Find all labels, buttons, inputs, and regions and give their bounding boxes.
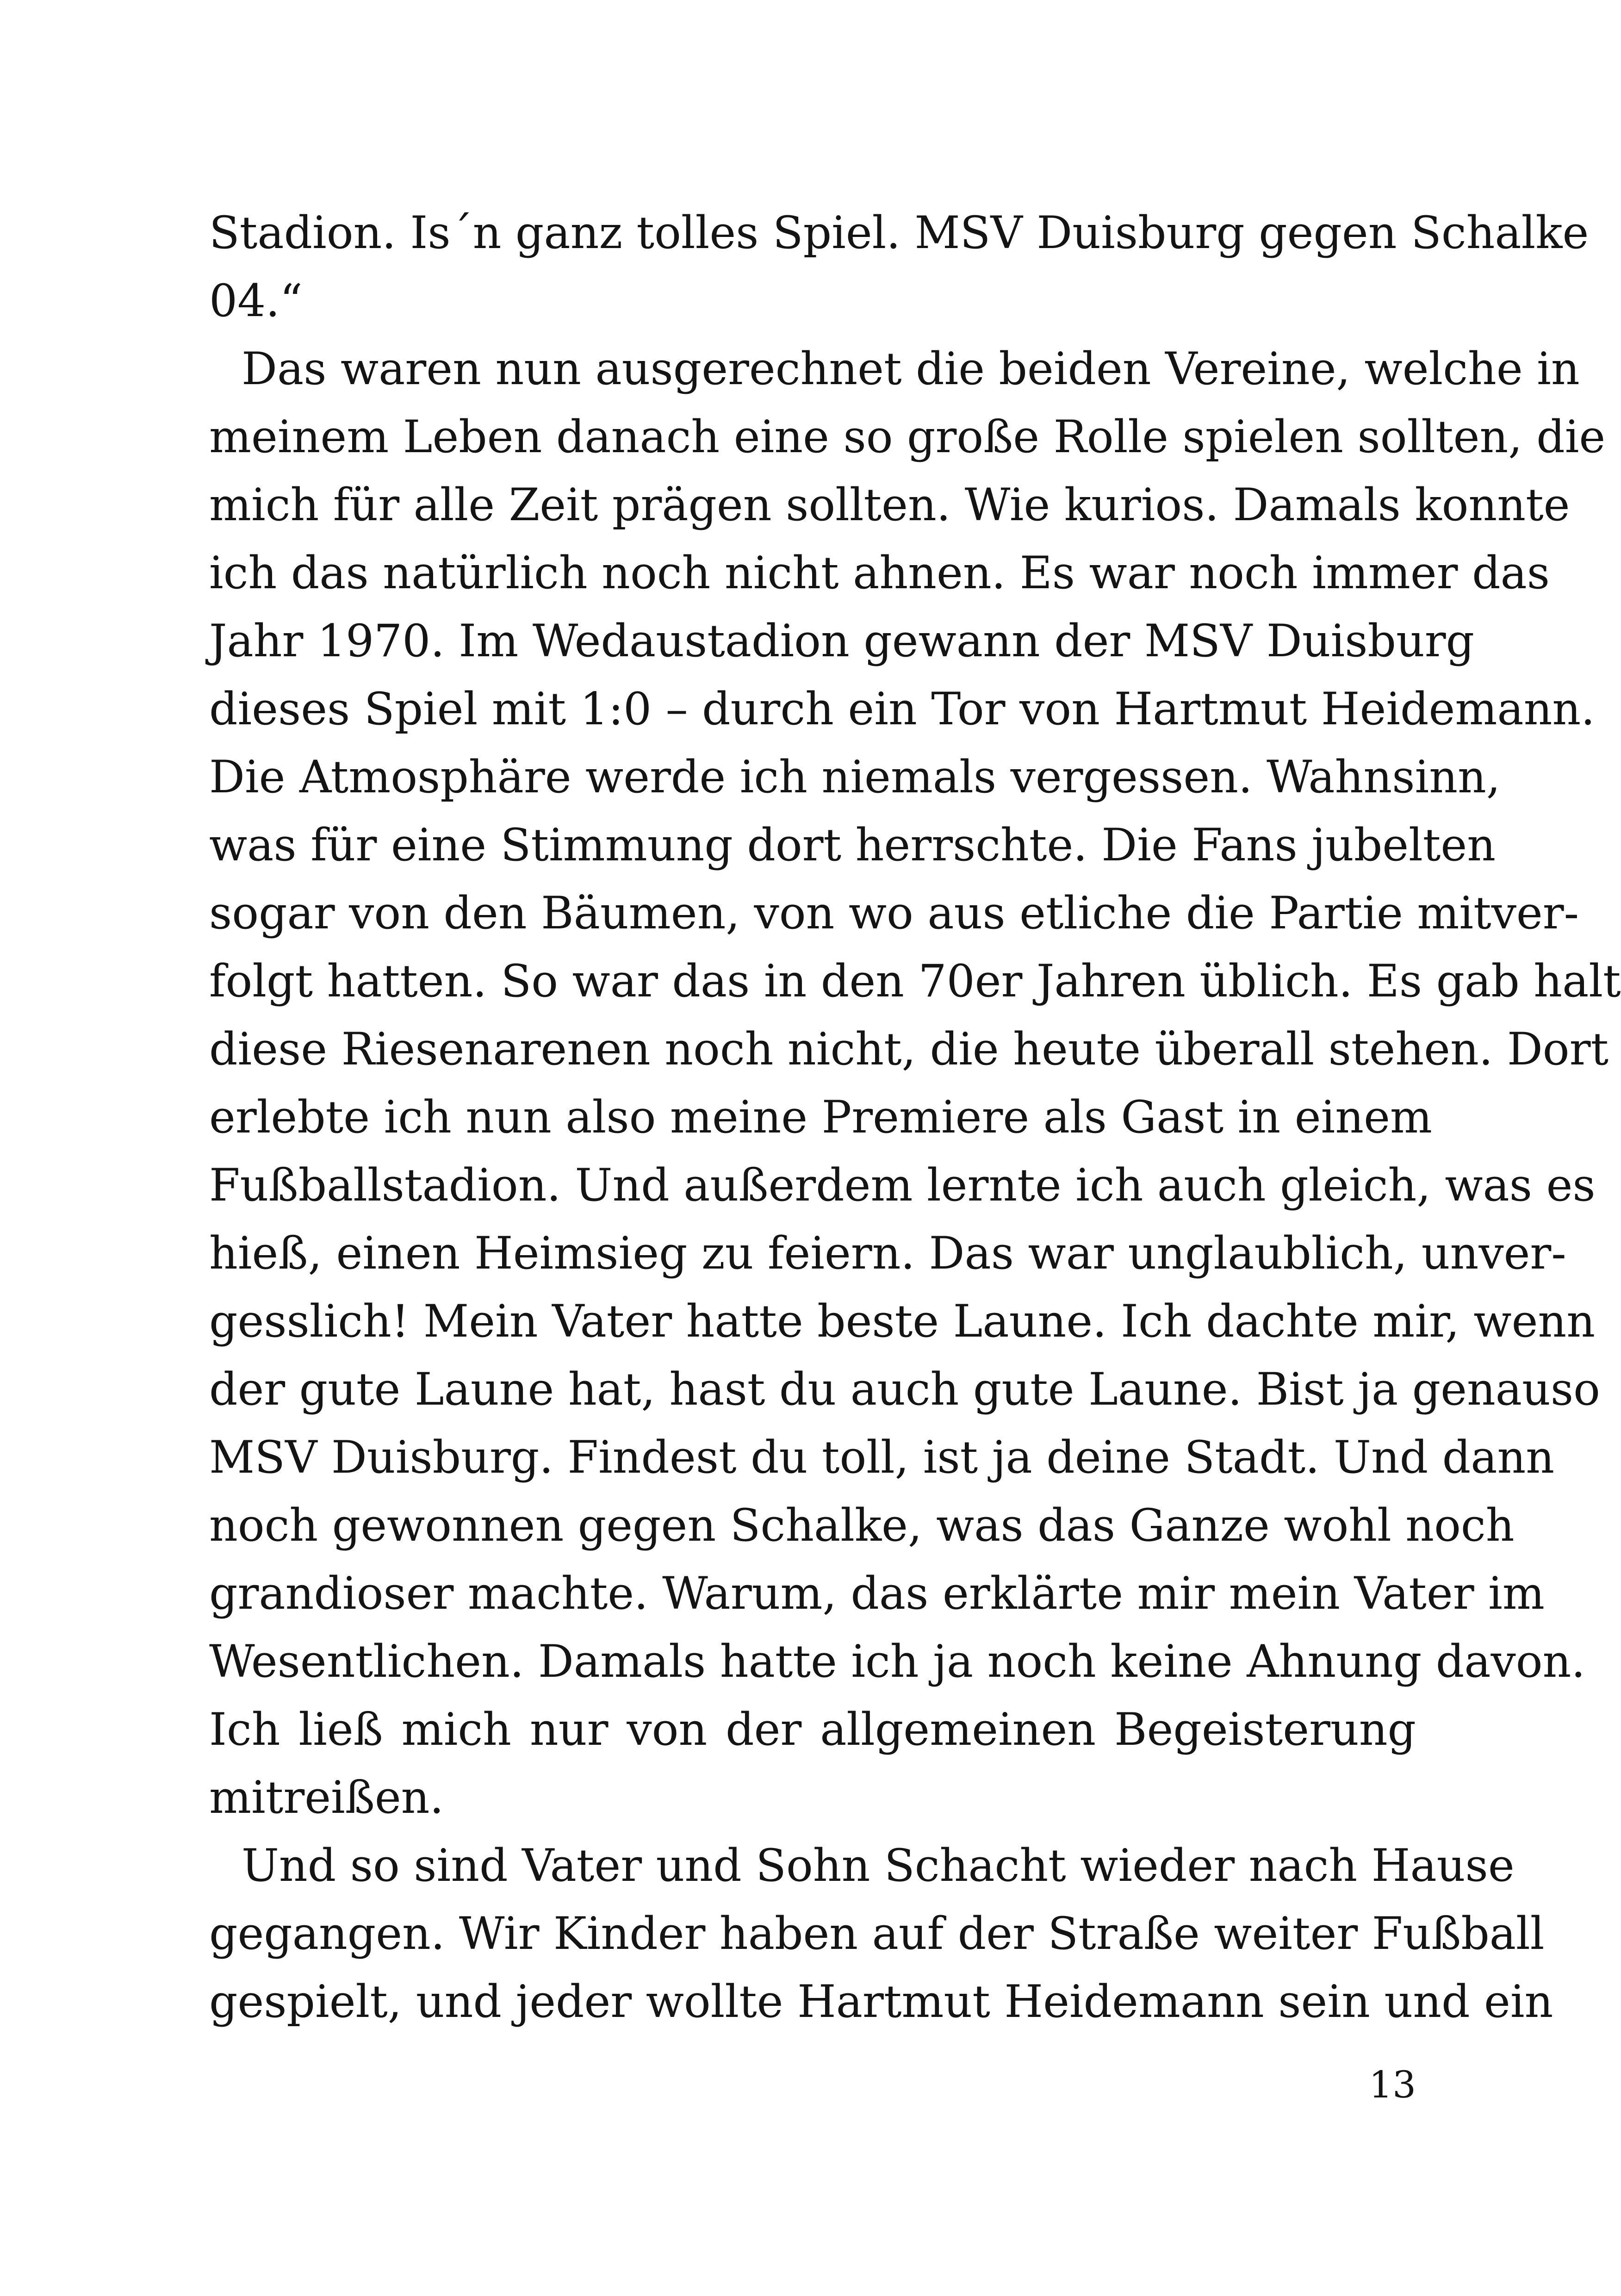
text-line: ich das natürlich noch nicht ahnen. Es war noch immer das xyxy=(209,547,1550,599)
text-line: Jahr 1970. Im Wedaustadion gewann der MSV Duisburg xyxy=(209,615,1475,667)
text-line: was für eine Stimmung dort herrschte. Die Fans jubelten xyxy=(209,819,1496,871)
text-line: gespielt, und jeder wollte Hartmut Heidemann sein und ein xyxy=(209,1976,1553,2028)
text-line: meinem Leben danach eine so große Rolle spielen sollten, die xyxy=(209,411,1606,463)
text-line: der gute Laune hat, hast du auch gute Laune. Bist ja genauso xyxy=(209,1363,1600,1415)
text-line: mich für alle Zeit prägen sollten. Wie kurios. Damals konnte xyxy=(209,479,1570,531)
text-line: folgt hatten. So war das in den 70er Jahren üblich. Es gab halt xyxy=(209,955,1621,1007)
text-line: 04.“ xyxy=(209,275,303,327)
text-line: hieß, einen Heimsieg zu feiern. Das war unglaublich, unver- xyxy=(209,1227,1566,1279)
text-line: Die Atmosphäre werde ich niemals vergessen. Wahnsinn, xyxy=(209,751,1501,803)
text-line: Stadion. Is´n ganz tolles Spiel. MSV Duisburg gegen Schalke xyxy=(209,207,1589,259)
text-line: gesslich! Mein Vater hatte beste Laune. Ich dachte mir, wenn xyxy=(209,1295,1596,1347)
text-line: Das waren nun ausgerechnet die beiden Vereine, welche in xyxy=(242,343,1580,395)
text-line: erlebte ich nun also meine Premiere als Gast in einem xyxy=(209,1091,1432,1143)
text-line: diese Riesenarenen noch nicht, die heute überall stehen. Dort xyxy=(209,1023,1609,1075)
text-line: sogar von den Bäumen, von wo aus etliche die Partie mitver- xyxy=(209,887,1579,939)
text-line: mitreißen. xyxy=(209,1772,444,1823)
text-line: noch gewonnen gegen Schalke, was das Ganze wohl noch xyxy=(209,1500,1515,1551)
text-line: MSV Duisburg. Findest du toll, ist ja deine Stadt. Und dann xyxy=(209,1431,1555,1483)
text-line: Ich ließ mich nur von der allgemeinen Begeisterung xyxy=(209,1704,1416,1755)
text-line: Wesentlichen. Damals hatte ich ja noch keine Ahnung davon. xyxy=(209,1636,1585,1687)
text-line: Und so sind Vater und Sohn Schacht wieder nach Hause xyxy=(242,1840,1515,1892)
text-line: grandioser machte. Warum, das erklärte mir mein Vater im xyxy=(209,1568,1545,1619)
text-line: gegangen. Wir Kinder haben auf der Straße weiter Fußball xyxy=(209,1908,1545,1960)
text-line: dieses Spiel mit 1:0 – durch ein Tor von Hartmut Heidemann. xyxy=(209,683,1595,735)
page-number: 13 xyxy=(1369,2063,1416,2106)
text-line: Fußballstadion. Und außerdem lernte ich auch gleich, was es xyxy=(209,1159,1596,1211)
